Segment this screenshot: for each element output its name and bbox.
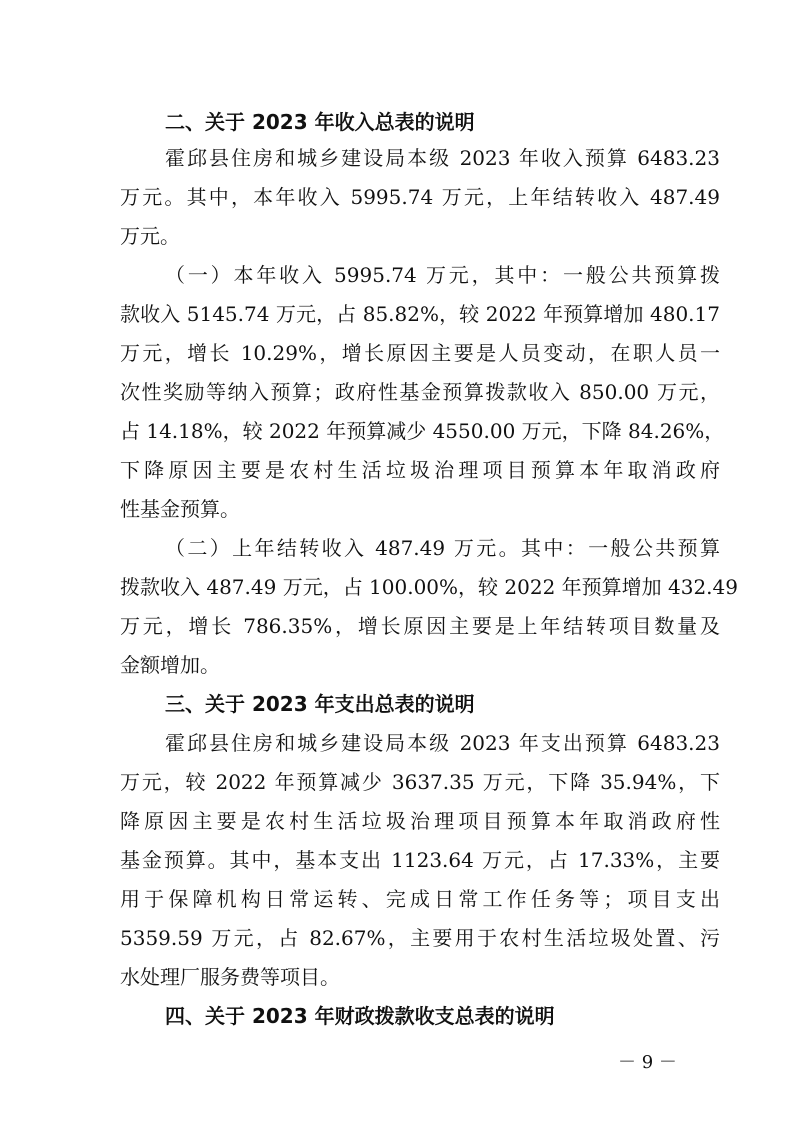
paragraph-line: 水处理厂服务费等项目。 — [120, 965, 340, 989]
paragraph-line: 下降原因主要是农村生活垃圾治理项目预算本年取消政府 — [120, 458, 720, 482]
paragraph-line: 万元，增长 786.35%，增长原因主要是上年结转项目数量及 — [120, 614, 720, 638]
paragraph-line: 基金预算。其中，基本支出 1123.64 万元，占 17.33%，主要 — [120, 848, 720, 872]
section-heading-expenditure-summary: 三、关于 2023 年支出总表的说明 — [165, 692, 475, 716]
paragraph-line: 金额增加。 — [120, 653, 220, 677]
paragraph-line: 5359.59 万元，占 82.67%，主要用于农村生活垃圾处置、污 — [120, 926, 720, 950]
paragraph-line: 用于保障机构日常运转、完成日常工作任务等；项目支出 — [120, 887, 720, 911]
paragraph-line: （一）本年收入 5995.74 万元，其中：一般公共预算拨 — [165, 263, 720, 287]
paragraph-line: 降原因主要是农村生活垃圾治理项目预算本年取消政府性 — [120, 809, 720, 833]
paragraph-line: 款收入 5145.74 万元，占 85.82%，较 2022 年预算增加 480.17 — [120, 302, 720, 326]
paragraph-line: 万元，较 2022 年预算减少 3637.35 万元，下降 35.94%，下 — [120, 770, 720, 794]
paragraph-line: 万元，增长 10.29%，增长原因主要是人员变动，在职人员一 — [120, 341, 720, 365]
paragraph-line: 霍邱县住房和城乡建设局本级 2023 年支出预算 6483.23 — [165, 731, 720, 755]
paragraph-line: 占 14.18%，较 2022 年预算减少 4550.00 万元，下降 84.26%， — [120, 419, 725, 443]
paragraph-line: 次性奖励等纳入预算；政府性基金预算拨款收入 850.00 万元， — [120, 380, 720, 404]
paragraph-line: 霍邱县住房和城乡建设局本级 2023 年收入预算 6483.23 — [165, 146, 720, 170]
page-number: － 9 － — [618, 1052, 677, 1073]
paragraph-line: 拨款收入 487.49 万元，占 100.00%，较 2022 年预算增加 432.49 — [120, 575, 738, 599]
section-heading-income-summary: 二、关于 2023 年收入总表的说明 — [165, 110, 475, 134]
paragraph-line: （二）上年结转收入 487.49 万元。其中：一般公共预算 — [165, 536, 720, 560]
section-heading-fiscal-appropriation: 四、关于 2023 年财政拨款收支总表的说明 — [165, 1004, 555, 1028]
paragraph-line: 万元。 — [120, 224, 180, 248]
paragraph-line: 性基金预算。 — [120, 497, 240, 521]
paragraph-line: 万元。其中，本年收入 5995.74 万元，上年结转收入 487.49 — [120, 185, 720, 209]
